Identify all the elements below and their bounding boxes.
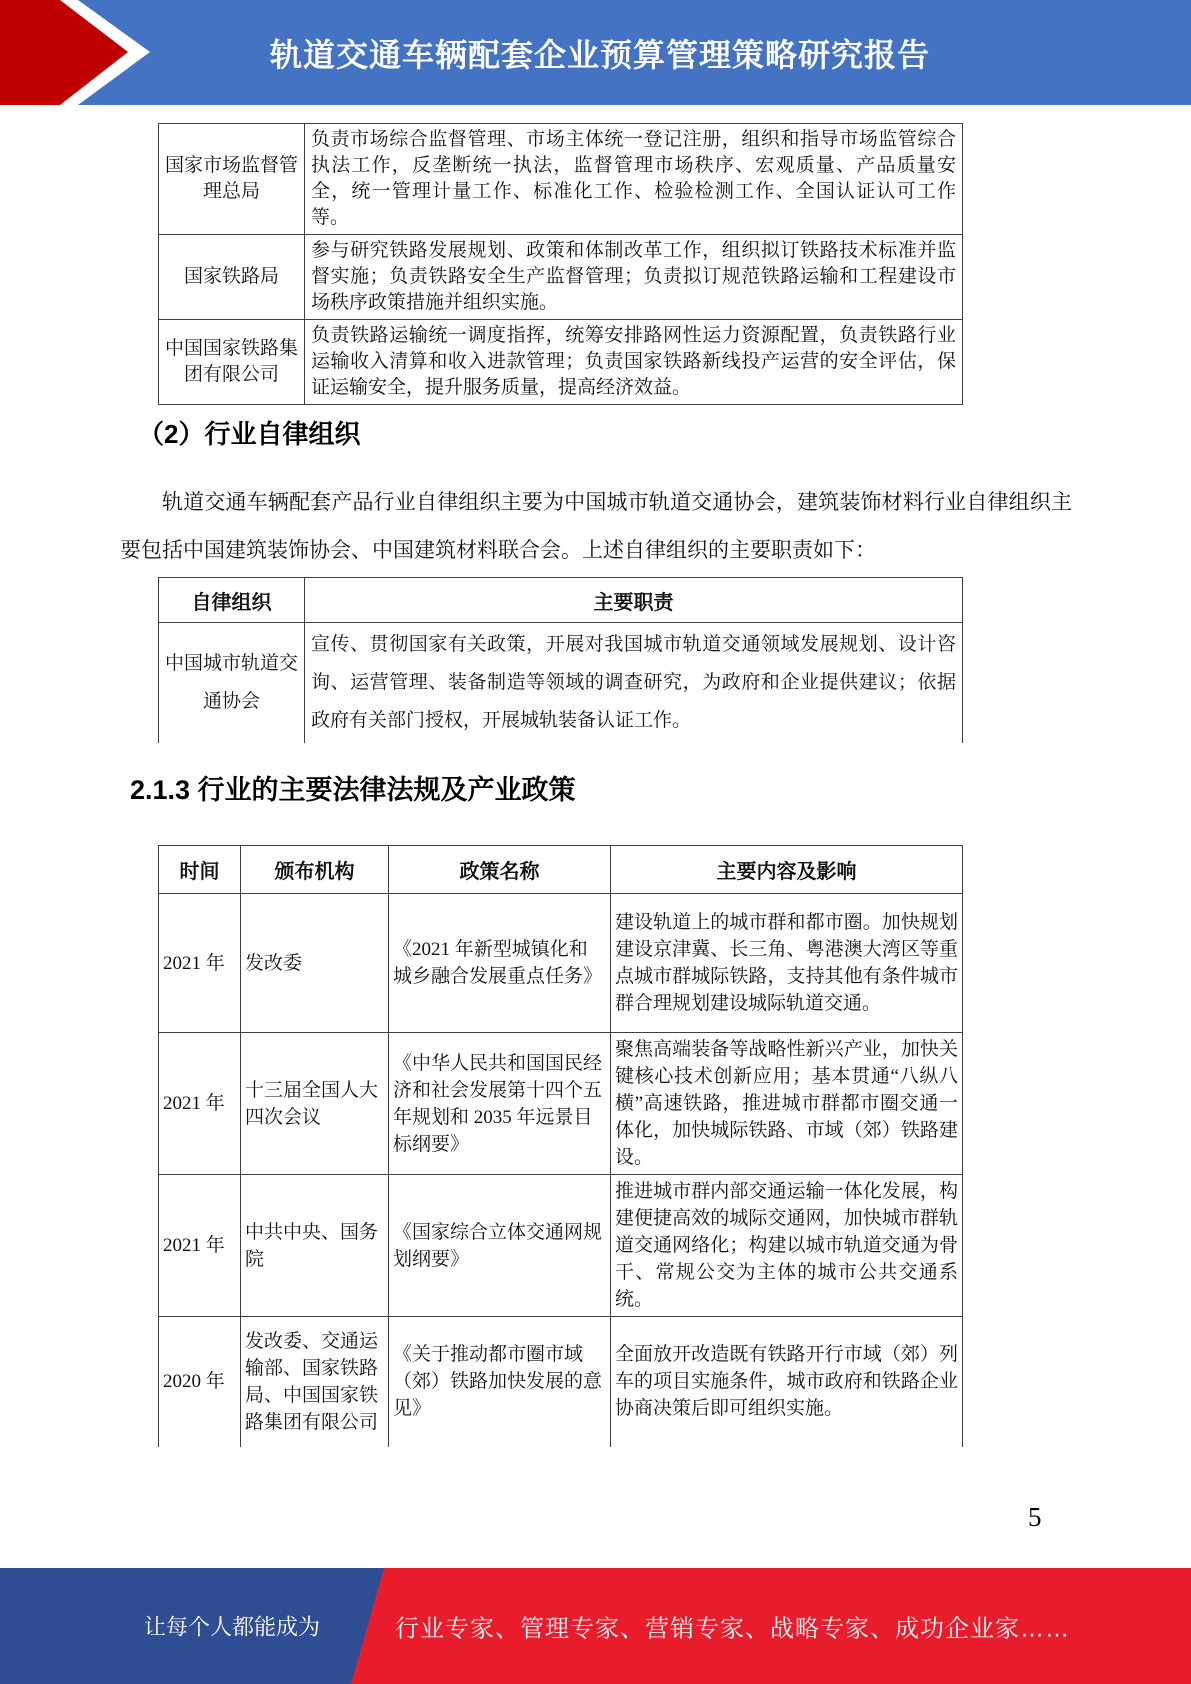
column-header-organization: 自律组织	[159, 578, 305, 623]
table-row	[159, 1033, 963, 1175]
section-heading-policies: 2.1.3 行业的主要法律法规及产业政策	[130, 775, 576, 805]
policy-impact-cell: 推进城市群内部交通运输一体化发展，构建便捷高效的城际交通网，加快城市群轨道交通网络化；构建以城市轨道交通为骨干、常规公交为主体的城市公共交通系统。	[611, 1175, 963, 1317]
policy-name-cell: 《2021 年新型城镇化和城乡融合发展重点任务》	[389, 894, 611, 1033]
self-regulation-paragraph: 轨道交通车辆配套产品行业自律组织主要为中国城市轨道交通协会，建筑装饰材料行业自律组织主要包括中国建筑装饰协会、中国建筑材料联合会。上述自律组织的主要职责如下：	[120, 490, 1072, 562]
table-row	[159, 1317, 963, 1447]
table-header-row	[159, 578, 963, 623]
organization-name-cell: 中国城市轨道交通协会	[159, 623, 305, 744]
table-row	[159, 124, 963, 235]
header-banner	[0, 0, 1191, 105]
policy-issuer-cell: 发改委、交通运输部、国家铁路局、中国国家铁路集团有限公司	[241, 1317, 389, 1447]
footer-banner	[0, 1568, 1191, 1684]
table-row	[159, 1175, 963, 1317]
table-row	[159, 235, 963, 320]
table-row	[159, 320, 963, 405]
policy-name-cell: 《中华人民共和国国民经济和社会发展第十四个五年规划和 2035 年远景目标纲要》	[389, 1033, 611, 1175]
policy-name-cell: 《关于推动都市圈市域（郊）铁路加快发展的意见》	[389, 1317, 611, 1447]
policy-time-cell: 2021 年	[159, 894, 241, 1033]
red-chevron-arrow-icon	[0, 0, 165, 105]
column-header-duty: 主要职责	[305, 578, 963, 623]
regulator-name-cell: 中国国家铁路集团有限公司	[159, 320, 305, 405]
policy-issuer-cell: 中共中央、国务院	[241, 1175, 389, 1317]
regulator-duty-cell: 负责铁路运输统一调度指挥，统筹安排路网性运力资源配置，负责铁路行业运输收入清算和收入进款管理；负责国家铁路新线投产运营的安全评估，保证运输安全，提升服务质量，提高经济效益。	[305, 320, 963, 405]
policy-impact-cell: 全面放开改造既有铁路开行市域（郊）列车的项目实施条件，城市政府和铁路企业协商决策后即可组织实施。	[611, 1317, 963, 1447]
regulator-duty-cell: 负责市场综合监督管理、市场主体统一登记注册，组织和指导市场监管综合执法工作，反垄断统一执法，监督管理市场秩序、宏观质量、产品质量安全，统一管理计量工作、标准化工作、检验检测工作、全国认证认可工作等。	[305, 124, 963, 235]
column-header-time: 时间	[159, 846, 241, 894]
table-row	[159, 894, 963, 1033]
regulator-name-cell: 国家铁路局	[159, 235, 305, 320]
policy-table	[158, 845, 963, 1447]
policy-issuer-cell: 十三届全国人大四次会议	[241, 1033, 389, 1175]
column-header-impact: 主要内容及影响	[611, 846, 963, 894]
policy-issuer-cell: 发改委	[241, 894, 389, 1033]
policy-impact-cell: 建设轨道上的城市群和都市圈。加快规划建设京津冀、长三角、粤港澳大湾区等重点城市群城际铁路，支持其他有条件城市群合理规划建设城际轨道交通。	[611, 894, 963, 1033]
footer-slogan-left: 让每个人都能成为	[144, 1614, 321, 1640]
policy-time-cell: 2021 年	[159, 1033, 241, 1175]
policy-time-cell: 2020 年	[159, 1317, 241, 1447]
table-header-row	[159, 846, 963, 894]
policy-impact-cell: 聚焦高端装备等战略性新兴产业，加快关键核心技术创新应用；基本贯通“八纵八横”高速铁路，推进城市群都市圈交通一体化，加快城际铁路、市域（郊）铁路建设。	[611, 1033, 963, 1175]
column-header-issuer: 颁布机构	[241, 846, 389, 894]
self-regulation-table	[158, 577, 963, 743]
policy-name-cell: 《国家综合立体交通网规划纲要》	[389, 1175, 611, 1317]
policy-time-cell: 2021 年	[159, 1175, 241, 1317]
page-number: 5	[1028, 1502, 1042, 1532]
regulator-table	[158, 123, 963, 405]
regulator-duty-cell: 参与研究铁路发展规划、政策和体制改革工作，组织拟订铁路技术标准并监督实施；负责铁路安全生产监督管理；负责拟订规范铁路运输和工程建设市场秩序政策措施并组织实施。	[305, 235, 963, 320]
report-title: 轨道交通车辆配套企业预算管理策略研究报告	[269, 36, 930, 73]
footer-slogan-right: 行业专家、管理专家、营销专家、战略专家、成功企业家……	[395, 1615, 1070, 1643]
table-row	[159, 623, 963, 744]
organization-duty-cell: 宣传、贯彻国家有关政策，开展对我国城市轨道交通领域发展规划、设计咨询、运营管理、装备制造等领域的调查研究，为政府和企业提供建议；依据政府有关部门授权，开展城轨装备认证工作。	[305, 623, 963, 744]
column-header-policy-name: 政策名称	[389, 846, 611, 894]
regulator-name-cell: 国家市场监督管理总局	[159, 124, 305, 235]
section-heading-self-regulation: （2）行业自律组织	[138, 419, 361, 449]
